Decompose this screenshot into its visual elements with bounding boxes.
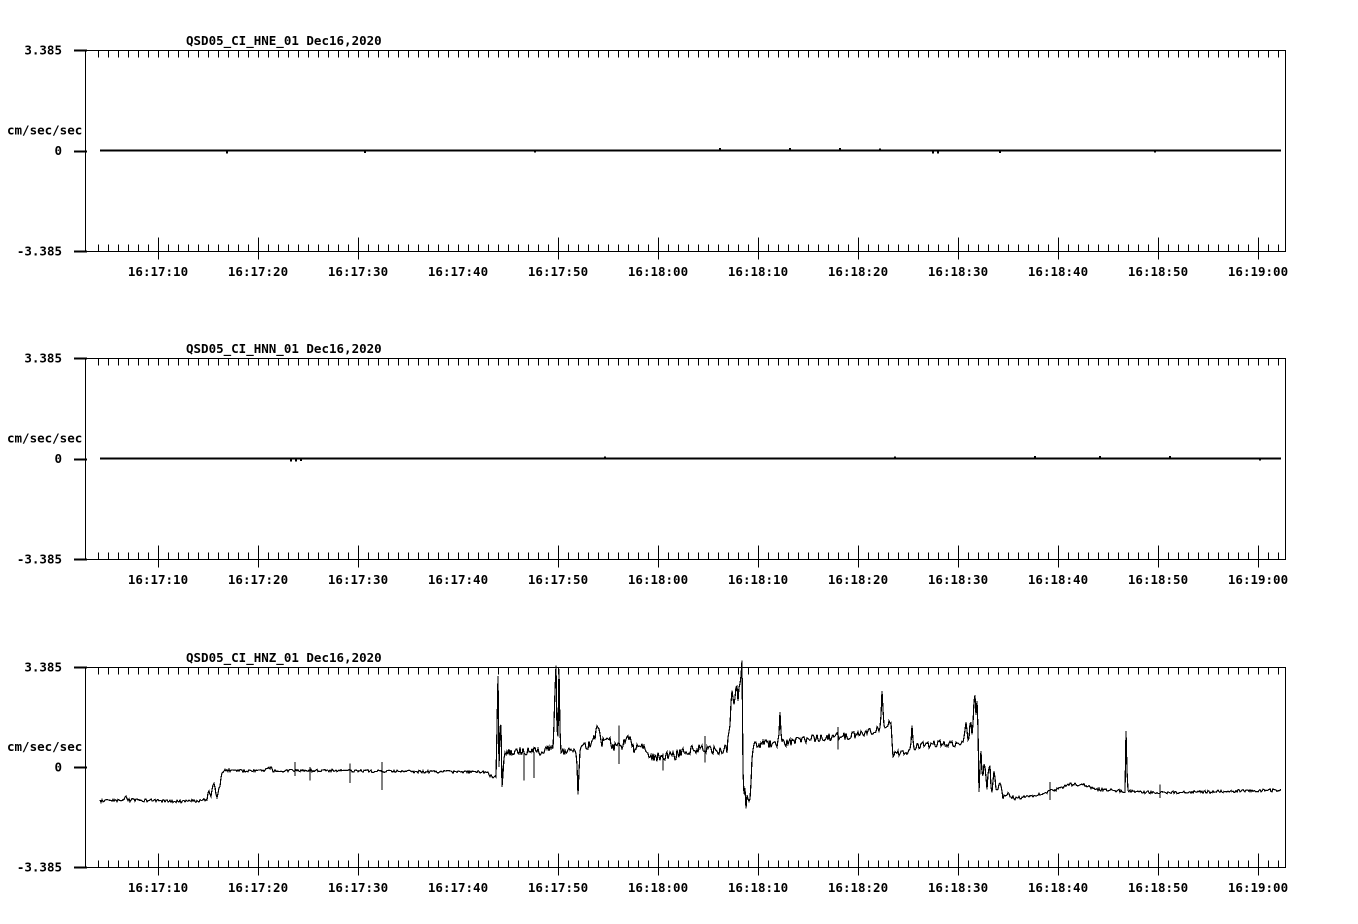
y-axis-unit-label: cm/sec/sec [7, 430, 83, 446]
x-tick-label: 16:18:40 [1027, 880, 1089, 895]
x-tick-label: 16:18:00 [627, 572, 689, 587]
y-tick-label-zero: 0 [54, 451, 62, 466]
x-tick-label: 16:18:40 [1027, 572, 1089, 587]
y-tick-label-max: 3.385 [24, 350, 62, 366]
y-axis-unit-label: cm/sec/sec [7, 739, 83, 754]
y-tick-label-max: 3.385 [24, 42, 62, 58]
x-tick-label: 16:18:20 [827, 264, 889, 279]
x-tick-label: 16:17:50 [527, 264, 589, 279]
x-tick-label: 16:18:30 [927, 264, 989, 279]
x-tick-label: 16:19:00 [1227, 264, 1289, 279]
x-tick-label: 16:18:20 [827, 572, 889, 587]
x-tick-label: 16:17:10 [127, 264, 189, 279]
x-tick-label: 16:18:30 [927, 572, 989, 587]
x-tick-label: 16:17:40 [427, 264, 489, 279]
panel-HNN [7, 341, 1288, 587]
x-tick-label: 16:18:20 [827, 880, 889, 895]
y-tick-label-min: -3.385 [16, 243, 62, 259]
y-tick-label-min: -3.385 [16, 551, 62, 567]
x-tick-label: 16:18:30 [927, 880, 989, 895]
x-tick-label: 16:17:20 [227, 572, 289, 587]
x-tick-label: 16:17:30 [327, 880, 389, 895]
y-tick-label-zero: 0 [54, 143, 62, 158]
trace-HNZ [100, 660, 1281, 808]
minor-ticks [99, 668, 1279, 868]
y-axis-unit-label: cm/sec/sec [7, 122, 83, 138]
x-tick-label: 16:18:40 [1027, 264, 1089, 279]
x-tick-label: 16:18:10 [727, 264, 789, 279]
panel-title: QSD05_CI_HNN_01 Dec16,2020 [186, 341, 382, 356]
x-tick-label: 16:17:10 [127, 880, 189, 895]
x-tick-label: 16:17:30 [327, 572, 389, 587]
panel-title: QSD05_CI_HNZ_01 Dec16,2020 [186, 650, 382, 665]
x-tick-label: 16:17:40 [427, 880, 489, 895]
panel-HNE [7, 33, 1288, 279]
x-tick-label: 16:18:10 [727, 572, 789, 587]
x-tick-label: 16:18:50 [1127, 264, 1189, 279]
x-tick-label: 16:18:00 [627, 880, 689, 895]
x-tick-label: 16:17:10 [127, 572, 189, 587]
x-tick-label: 16:18:50 [1127, 880, 1189, 895]
trace-HNE [100, 148, 1281, 154]
y-tick-label-min: -3.385 [16, 859, 62, 875]
x-tick-label: 16:19:00 [1227, 572, 1289, 587]
x-tick-label: 16:18:00 [627, 264, 689, 279]
trace-HNN [100, 456, 1281, 461]
panel-HNZ [7, 650, 1288, 895]
x-tick-label: 16:18:50 [1127, 572, 1189, 587]
y-tick-label-max: 3.385 [24, 659, 62, 675]
x-tick-label: 16:17:20 [227, 264, 289, 279]
x-tick-label: 16:17:40 [427, 572, 489, 587]
x-tick-label: 16:18:10 [727, 880, 789, 895]
x-tick-label: 16:17:20 [227, 880, 289, 895]
plot-box [86, 668, 1286, 868]
x-tick-label: 16:17:50 [527, 572, 589, 587]
panel-title: QSD05_CI_HNE_01 Dec16,2020 [186, 33, 382, 48]
y-tick-label-zero: 0 [54, 759, 62, 775]
x-tick-label: 16:17:50 [527, 880, 589, 895]
x-tick-label: 16:19:00 [1227, 880, 1289, 895]
x-tick-label: 16:17:30 [327, 264, 389, 279]
